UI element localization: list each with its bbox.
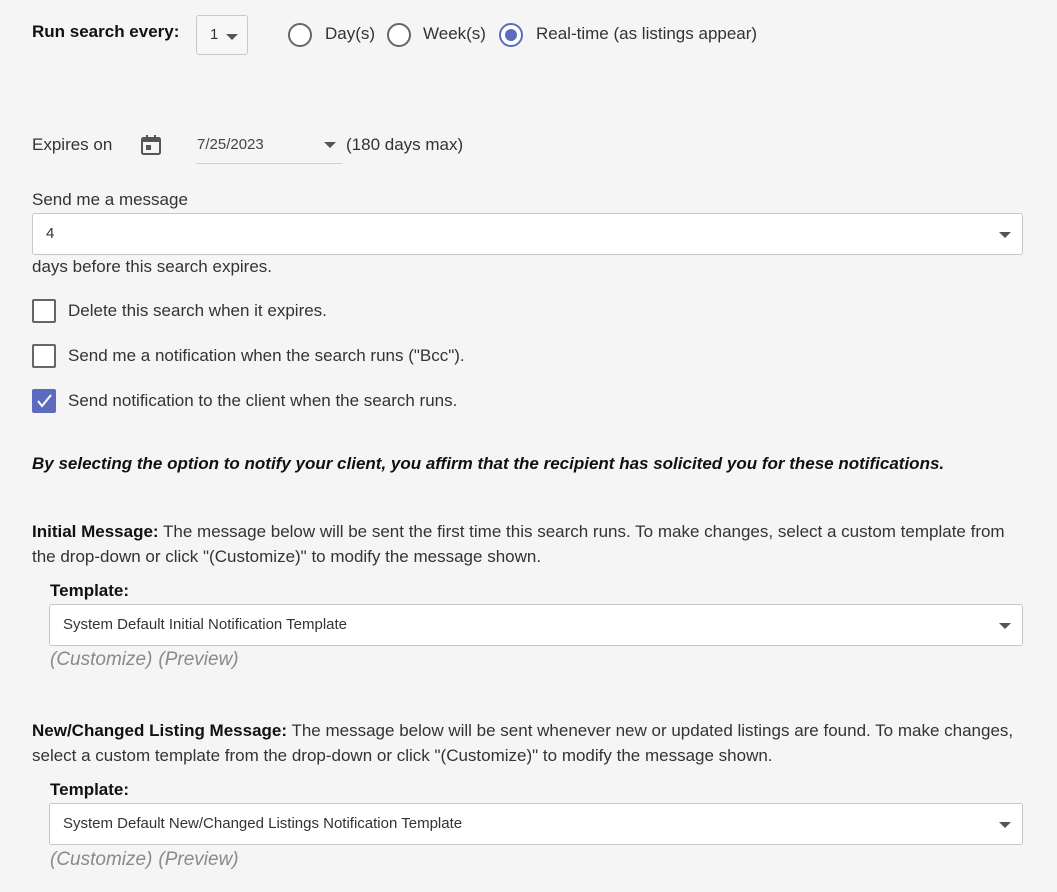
- initial-template-select[interactable]: [49, 604, 1023, 646]
- chevron-down-icon: [324, 142, 336, 148]
- chevron-down-icon: [999, 232, 1011, 238]
- radio-days[interactable]: [288, 23, 312, 47]
- expiry-date-value: 7/25/2023: [197, 136, 264, 153]
- calendar-icon[interactable]: [139, 133, 163, 157]
- reminder-label: Send me a message: [32, 190, 188, 209]
- initial-customize-link[interactable]: (Customize): [50, 649, 153, 670]
- initial-preview-link[interactable]: (Preview): [158, 649, 239, 670]
- initial-message-text: The message below will be sent the first time this search runs. To make changes, select a custom template from the drop-down or click "(Customize)" to modify the message shown.: [32, 522, 1005, 566]
- affirm-notice: By selecting the option to notify your client, you affirm that the recipient has solicited you for these notifications.: [32, 454, 945, 473]
- radio-weeks[interactable]: [387, 23, 411, 47]
- delete-on-expire-label[interactable]: Delete this search when it expires.: [68, 301, 327, 320]
- expiry-max-note: (180 days max): [346, 135, 464, 154]
- chevron-down-icon: [999, 822, 1011, 828]
- changed-template-value: System Default New/Changed Listings Notification Template: [63, 815, 463, 832]
- interval-value: 1: [210, 26, 219, 43]
- checkmark-icon: [35, 392, 53, 410]
- reminder-days-value: 4: [46, 225, 55, 242]
- run-search-label: Run search every:: [32, 22, 180, 41]
- changed-template-label: Template:: [50, 780, 130, 799]
- changed-message-description: [32, 718, 1032, 768]
- bcc-notification-checkbox[interactable]: [32, 344, 56, 368]
- changed-preview-link[interactable]: (Preview): [158, 849, 239, 870]
- changed-template-links: [50, 849, 245, 871]
- reminder-days-select[interactable]: [32, 213, 1023, 255]
- changed-template-select[interactable]: [49, 803, 1023, 845]
- chevron-down-icon: [999, 623, 1011, 629]
- initial-template-label: Template:: [50, 581, 130, 600]
- initial-template-links: [50, 649, 245, 671]
- bcc-notification-label[interactable]: Send me a notification when the search runs ("Bcc").: [68, 346, 465, 365]
- changed-customize-link[interactable]: (Customize): [50, 849, 153, 870]
- radio-real-time-label[interactable]: Real-time (as listings appear): [536, 24, 758, 43]
- client-notification-checkbox[interactable]: [32, 389, 56, 413]
- changed-message-text: The message below will be sent whenever new or updated listings are found. To make changes, select a custom template from the drop-down or click "(Customize)" to modify the message shown.: [32, 721, 1014, 765]
- radio-weeks-label[interactable]: Week(s): [423, 24, 486, 43]
- initial-template-value: System Default Initial Notification Template: [63, 616, 348, 633]
- chevron-down-icon: [226, 34, 238, 40]
- expiry-date-field[interactable]: [196, 128, 342, 164]
- expires-label: Expires on: [32, 135, 113, 154]
- delete-on-expire-checkbox[interactable]: [32, 299, 56, 323]
- initial-message-heading: Initial Message:: [32, 522, 159, 541]
- interval-select[interactable]: [196, 15, 248, 55]
- client-notification-label[interactable]: Send notification to the client when the search runs.: [68, 391, 458, 410]
- initial-message-description: [32, 519, 1032, 569]
- radio-real-time[interactable]: [499, 23, 523, 47]
- radio-days-label[interactable]: Day(s): [325, 24, 376, 43]
- changed-message-heading: New/Changed Listing Message:: [32, 721, 288, 740]
- reminder-suffix: days before this search expires.: [32, 257, 273, 276]
